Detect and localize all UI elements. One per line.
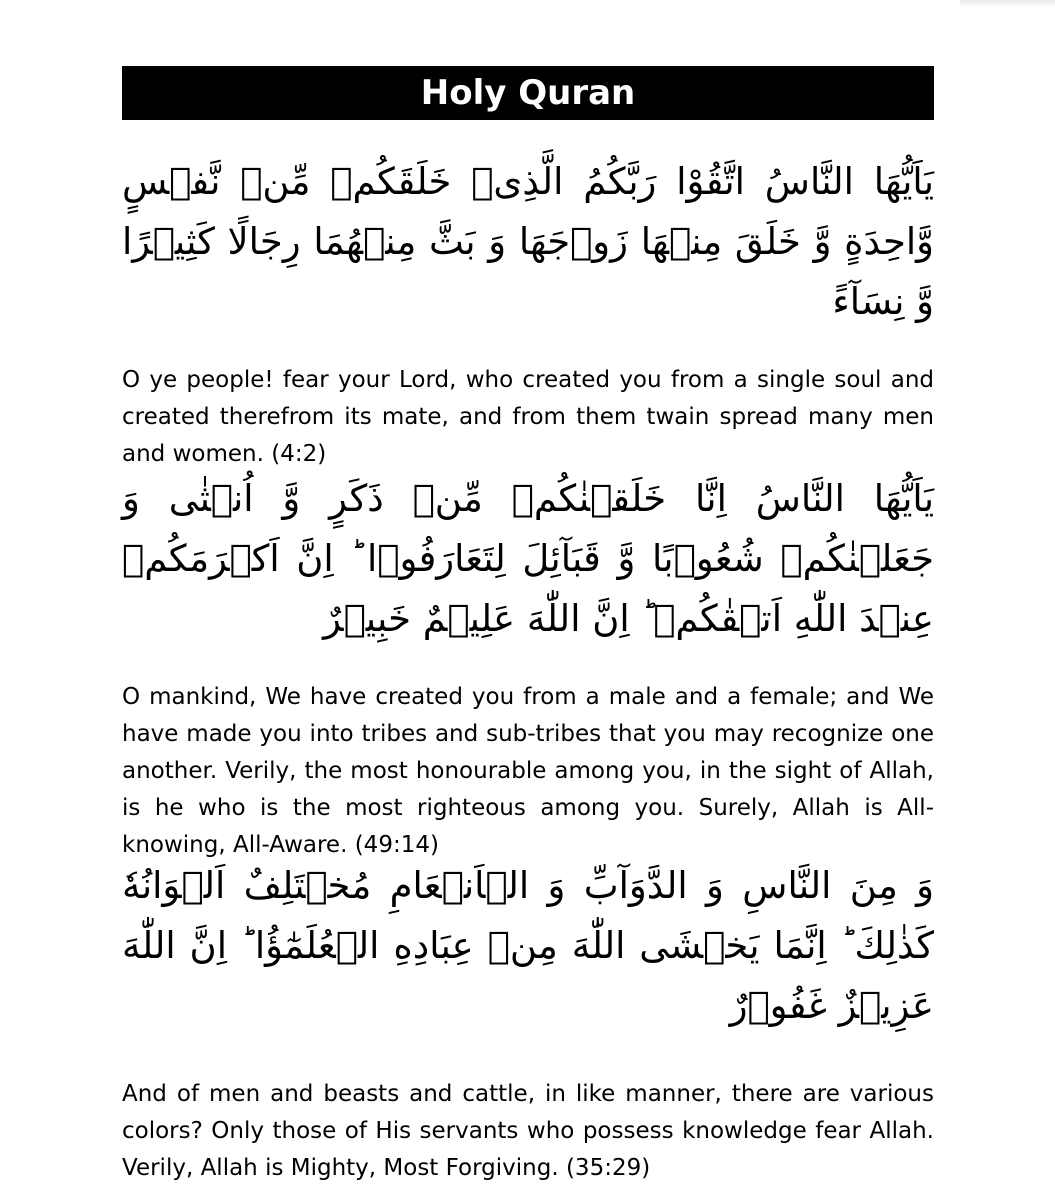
title-banner — [122, 66, 934, 120]
arabic-verse-text: يَاَيُّهَا النَّاسُ اِنَّا خَلَقۡنٰكُمۡ مِّنۡ ذَكَرٍ وَّ اُنۡثٰى وَ جَعَلۡنٰكُمۡ شُعُوۡبًا وَّ قَبَآئِلَ لِتَعَارَفُوۡا ؕ اِنَّ اَكۡرَمَكُمۡ عِنۡدَ اللّٰهِ اَتۡقٰكُمۡ ؕ اِنَّ اللّٰهَ عَلِيۡمٌ خَبِيۡرٌ — [122, 477, 934, 640]
page-title: Holy Quran — [420, 73, 636, 113]
english-translation: O mankind, We have created you from a male and a female; and We have made you into tribes and sub-tribes that you may recognize one another. Verily, the most honourable among you, in the sight of Allah, is he who is the most righteous among you. Surely, Allah is All-knowing, All-Aware. (49:14) — [122, 684, 934, 858]
arabic-verse-text: يَاَيُّهَا النَّاسُ اتَّقُوْا رَبَّكُمُ الَّذِىۡ خَلَقَكُمۡ مِّنۡ نَّفۡسٍ وَّاحِدَةٍ وَّ خَلَقَ مِنۡهَا زَوۡجَهَا وَ بَثَّ مِنۡهُمَا رِجَالًا كَثِيۡرًا وَّ نِسَآءً — [122, 160, 934, 323]
page-corner-shadow — [960, 0, 1055, 8]
verse-block-2 — [122, 469, 934, 864]
english-translation: And of men and beasts and cattle, in like manner, there are various colors? Only those of His servants who possess knowledge fear Allah. Verily, Allah is Mighty, Most Forgiving. (35:29) — [122, 1081, 934, 1181]
arabic-verse-text: وَ مِنَ النَّاسِ وَ الدَّوَآبِّ وَ الۡاَنۡعَامِ مُخۡتَلِفٌ اَلۡوَانُهٗ كَذٰلِكَ ؕ اِنَّمَا يَخۡشَى اللّٰهَ مِنۡ عِبَادِهِ الۡعُلَمٰٓؤُا ؕ اِنَّ اللّٰهَ عَزِيۡزٌ غَفُوۡرٌ — [122, 864, 934, 1027]
document-page — [122, 66, 934, 1181]
verse-block-3 — [122, 856, 934, 1187]
english-translation: O ye people! fear your Lord, who created you from a single soul and created therefrom its mate, and from them twain spread many men and women. (4:2) — [122, 367, 934, 467]
verse-block-1 — [122, 152, 934, 473]
